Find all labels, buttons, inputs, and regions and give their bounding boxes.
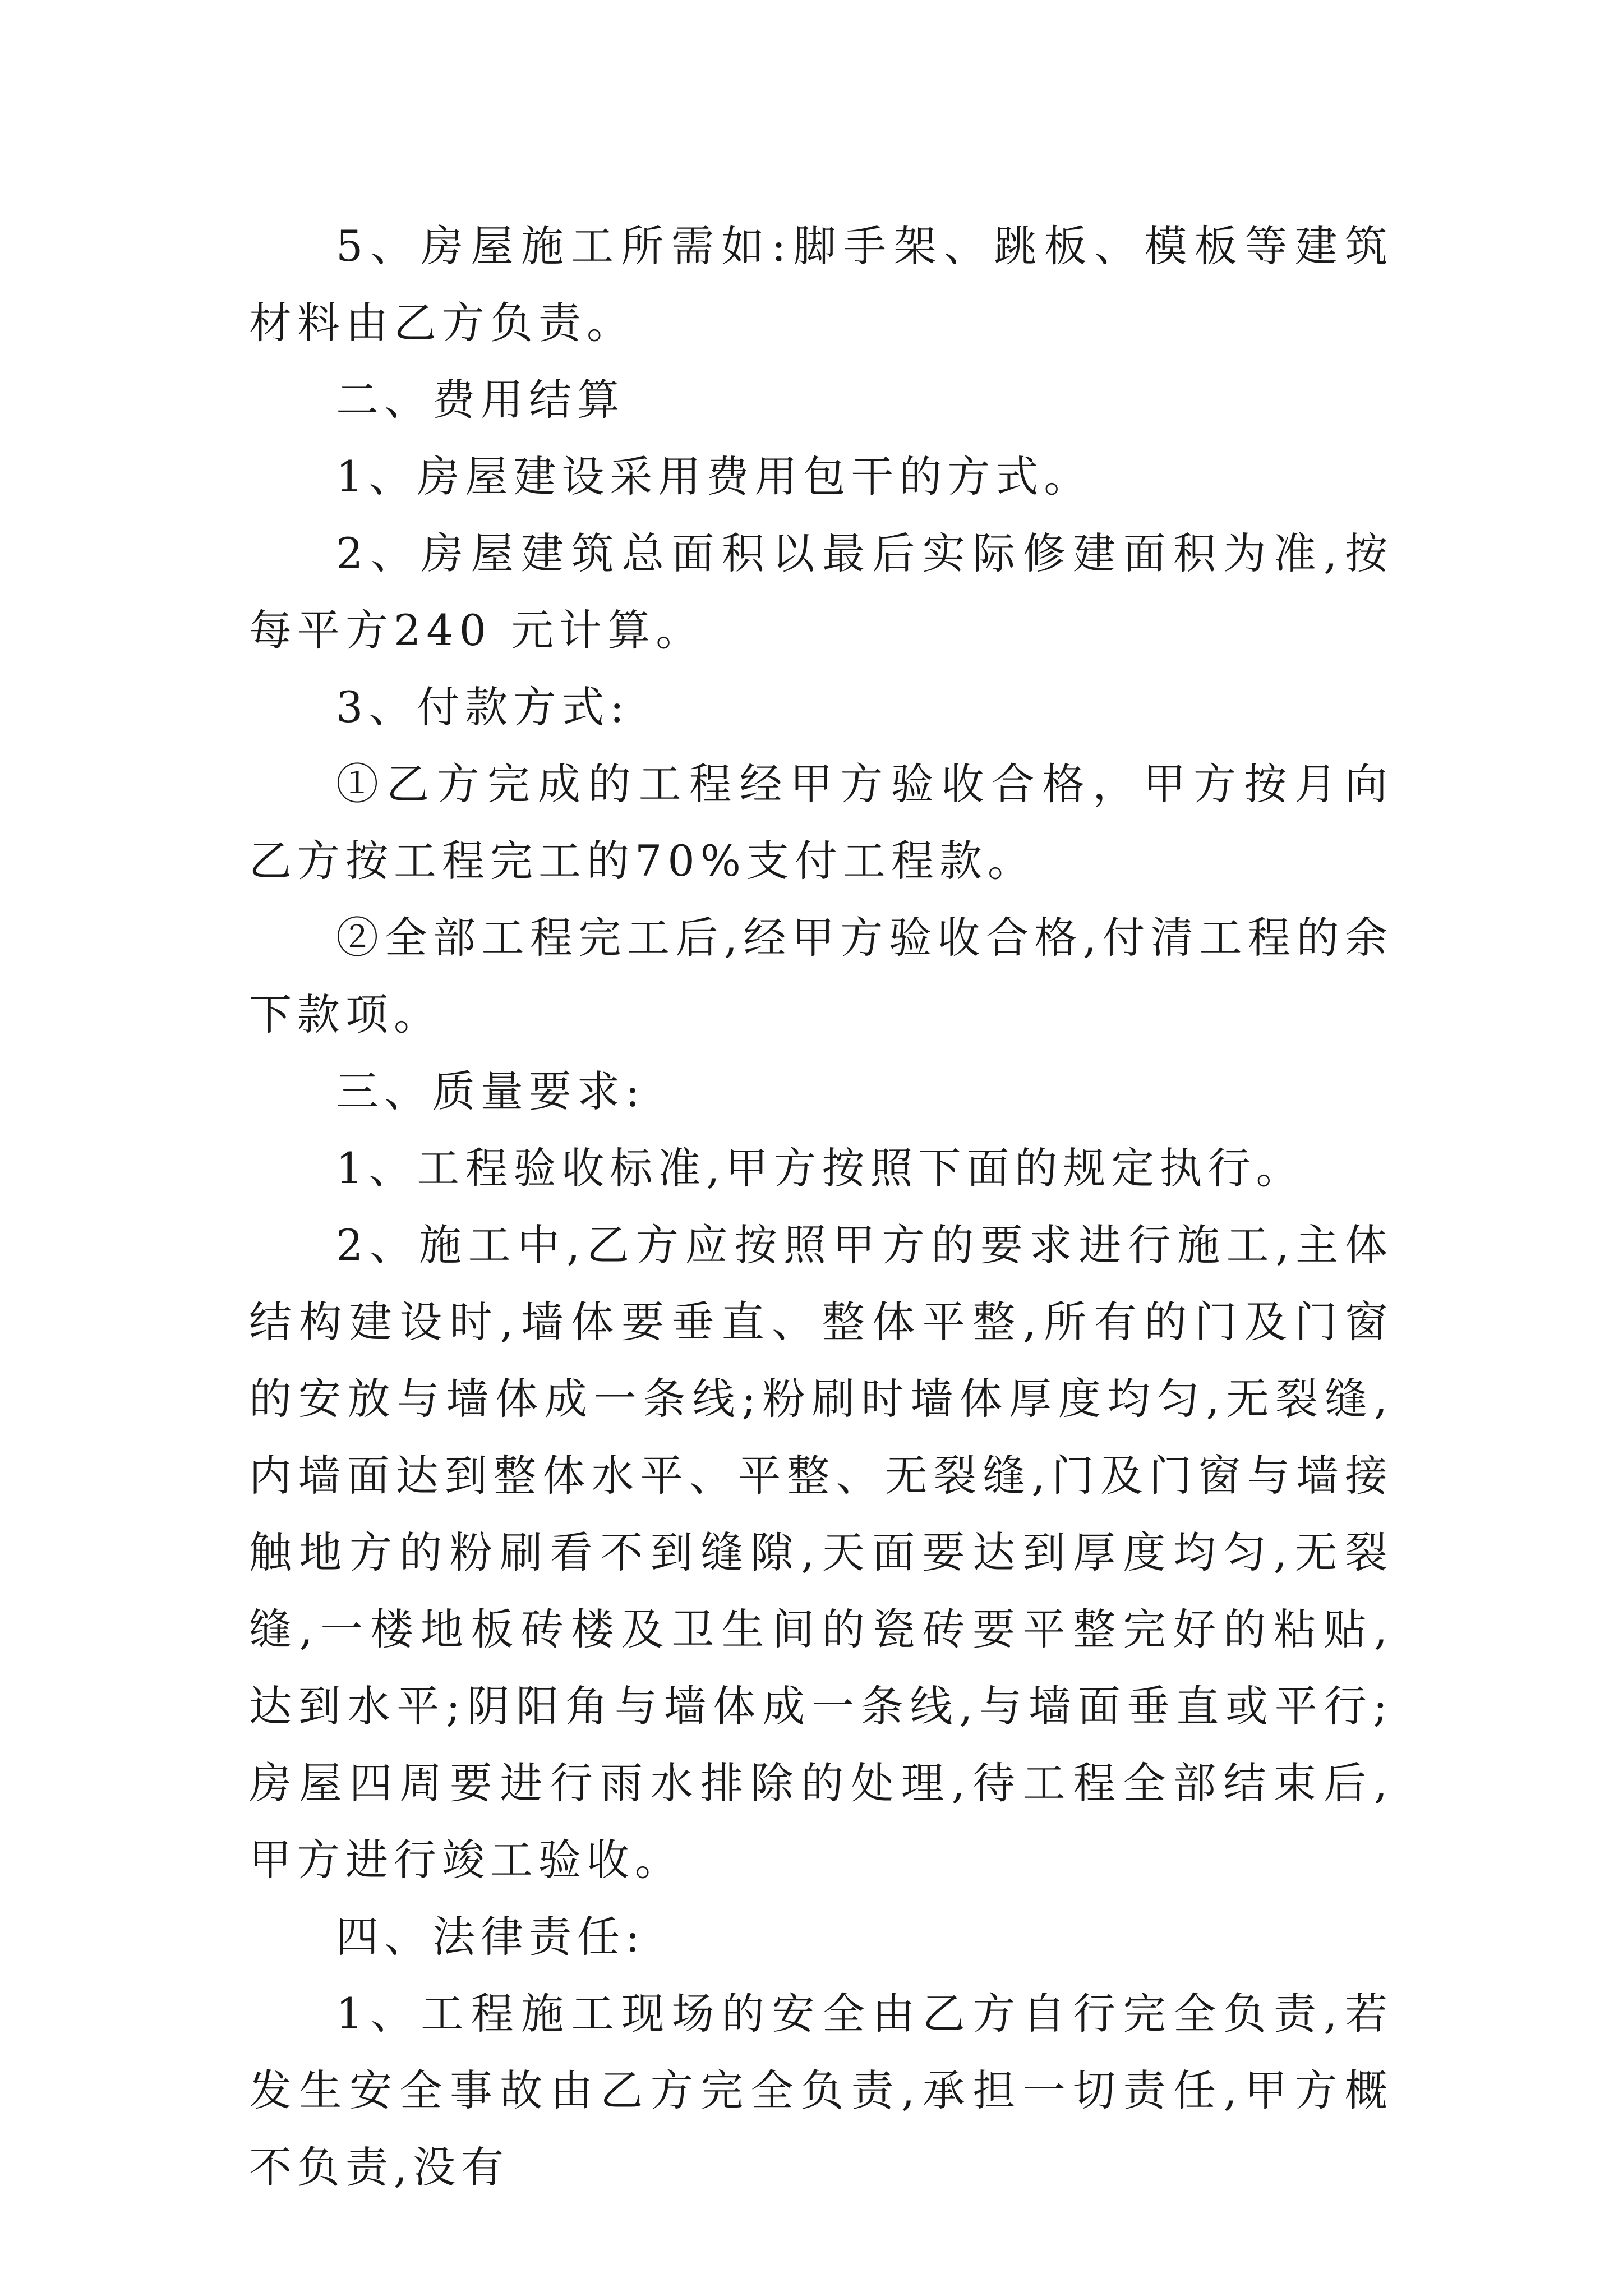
- heading-cost-settlement: 二、费用结算: [336, 375, 625, 425]
- paragraph-materials-responsibility: 5、房屋施工所需如:脚手架、跳板、模板等建筑材料由乙方负责。: [249, 221, 1393, 348]
- paragraph-final-payment: ②全部工程完工后,经甲方验收合格,付清工程的余下款项。: [249, 913, 1393, 1039]
- heading-legal-liability: 四、法律责任:: [336, 1912, 645, 1962]
- heading-payment-method: 3、付款方式:: [336, 682, 630, 732]
- document-body: [249, 208, 1393, 2206]
- paragraph-acceptance-standard: 1、工程验收标准,甲方按照下面的规定执行。: [336, 1143, 1304, 1193]
- paragraph-lump-sum: 1、房屋建设采用费用包干的方式。: [336, 452, 1092, 501]
- paragraph-area-price: 2、房屋建筑总面积以最后实际修建面积为准,按每平方240 元计算。: [249, 528, 1393, 655]
- paragraph-monthly-payment: ①乙方完成的工程经甲方验收合格，甲方按月向乙方按工程完工的70%支付工程款。: [249, 759, 1393, 886]
- paragraph-site-safety: 1、工程施工现场的安全由乙方自行完全负责,若发生安全事故由乙方完全负责,承担一切责任,甲方概不负责,没有: [249, 1989, 1393, 2192]
- heading-quality-requirements: 三、质量要求:: [336, 1066, 645, 1116]
- paragraph-construction-quality: 2、施工中,乙方应按照甲方的要求进行施工,主体结构建设时,墙体要垂直、整体平整,所有的门及门窗的安放与墙体成一条线;粉刷时墙体厚度均匀,无裂缝,内墙面达到整体水平、平整、无裂缝,门及门窗与墙接触地方的粉刷看不到缝隙,天面要达到厚度均匀,无裂缝,一楼地板砖楼及卫生间的瓷砖要平整完好的粘贴,达到水平;阴阳角与墙体成一条线,与墙面垂直或平行;房屋四周要进行雨水排除的处理,待工程全部结束后,甲方进行竣工验收。: [249, 1220, 1393, 1885]
